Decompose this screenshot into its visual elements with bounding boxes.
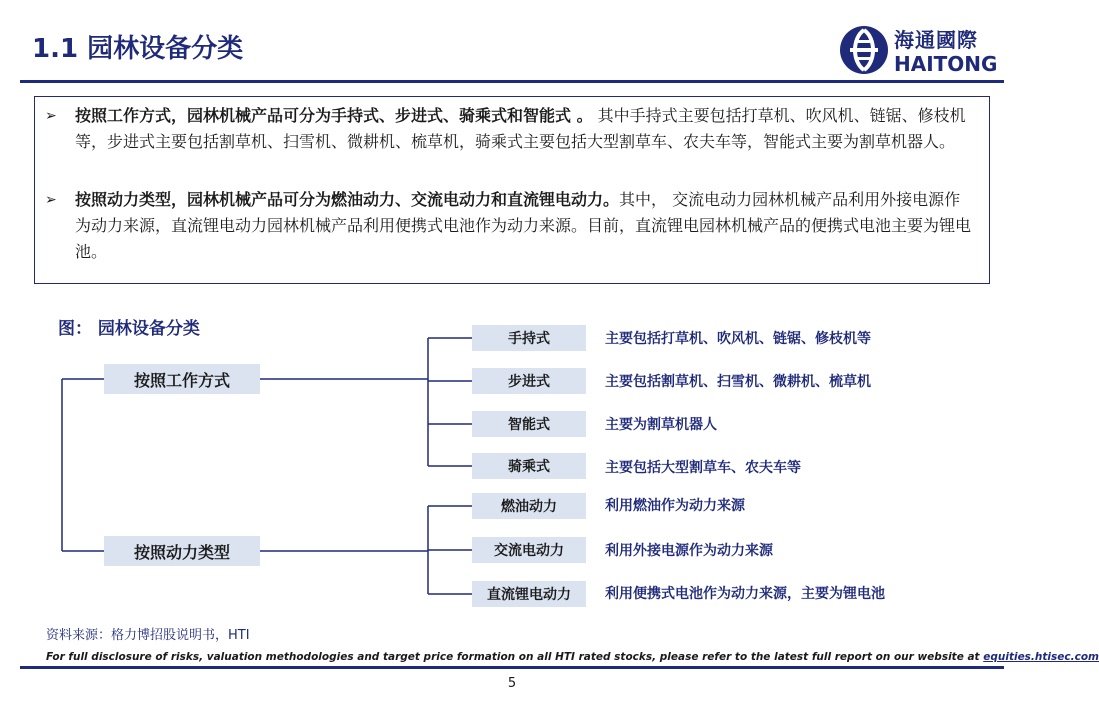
logo-english-text: HAITONG xyxy=(894,52,998,76)
footer-divider xyxy=(20,666,1004,669)
bullet-2-lead: 按照动力类型，园林机械产品可分为燃油动力、交流电动力和直流锂电动力。 xyxy=(75,190,620,209)
page-title: 1.1 园林设备分类 xyxy=(32,34,244,64)
root-node-work-mode: 按照工作方式 xyxy=(104,364,260,394)
leaf-node: 步进式 xyxy=(472,368,586,394)
leaf-description: 利用燃油作为动力来源 xyxy=(605,498,745,514)
logo-chinese-text: 海通國際 xyxy=(894,28,978,52)
leaf-description: 主要包括大型割草车、农夫车等 xyxy=(605,460,801,476)
bullet-1-lead: 按照工作方式，园林机械产品可分为手持式、步进式、骑乘式和智能式 。 xyxy=(75,106,593,125)
leaf-description: 主要为割草机器人 xyxy=(605,417,717,433)
website-link[interactable]: equities.htisec.com xyxy=(983,651,1099,663)
leaf-node: 骑乘式 xyxy=(472,453,586,479)
leaf-description: 主要包括割草机、扫雪机、微耕机、梳草机 xyxy=(605,374,871,390)
source-note: 资料来源：格力博招股说明书，HTI xyxy=(46,628,250,643)
leaf-description: 利用便携式电池作为动力来源，主要为锂电池 xyxy=(605,586,885,602)
leaf-node: 手持式 xyxy=(472,325,586,351)
arrow-bullet-icon: ➢ xyxy=(45,192,57,208)
bullet-1-body: 其中手持式主要包括打草机、吹风机、链锯、修枝机等，步进式主要包括割草机、扫雪机、微耕机、梳草机，骑乘式主要包括大型割草车、农夫车等，智能式主要为割草机器人。 xyxy=(75,106,966,151)
leaf-description: 利用外接电源作为动力来源 xyxy=(605,543,773,559)
leaf-description: 主要包括打草机、吹风机、链锯、修枝机等 xyxy=(605,331,871,347)
disclosure-text: For full disclosure of risks, valuation methodologies and target price formation on all HTI rated stocks, please refer to the latest full report on our website at equities.htisec.com xyxy=(46,651,1099,663)
leaf-node: 交流电动力 xyxy=(472,537,586,563)
leaf-node: 智能式 xyxy=(472,411,586,437)
bullet-2-body: 其中， 交流电动力园林机械产品利用外接电源作为动力来源，直流锂电动力园林机械产品利用便携式电池作为动力来源。目前，直流锂电园林机械产品的便携式电池主要为锂电池。 xyxy=(75,190,972,261)
leaf-node: 燃油动力 xyxy=(472,493,586,519)
figure-label: 图： 园林设备分类 xyxy=(58,319,200,339)
leaf-node: 直流锂电动力 xyxy=(472,581,586,607)
page-number: 5 xyxy=(507,676,517,691)
arrow-bullet-icon: ➢ xyxy=(45,108,57,124)
root-node-power-type: 按照动力类型 xyxy=(104,536,260,566)
